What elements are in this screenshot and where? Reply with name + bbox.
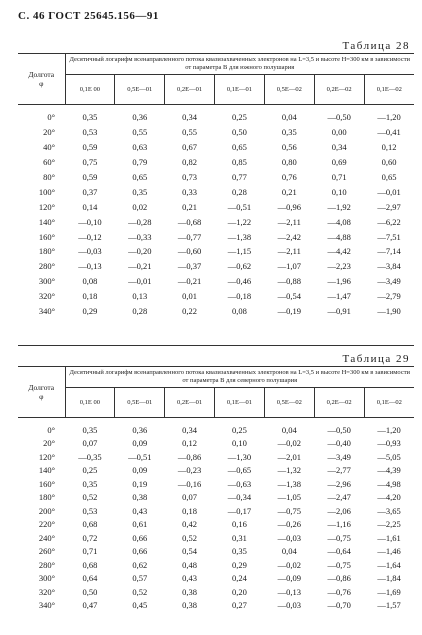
value-cell: —1,96 — [327, 276, 351, 287]
longitude-cell: 120° — [38, 451, 55, 462]
value-cell: —1,47 — [327, 291, 351, 302]
value-cell: —0,75 — [327, 532, 351, 543]
value-cell: 0,09 — [132, 465, 148, 476]
value-cell: 0,28 — [132, 306, 148, 317]
value-cell: 0,56 — [281, 142, 297, 153]
longitude-cell: 40° — [43, 142, 55, 153]
value-cell: 0,65 — [381, 172, 397, 182]
table-row — [18, 214, 414, 229]
value-cell: —0,41 — [377, 127, 401, 138]
value-cell: 0,34 — [331, 142, 347, 153]
longitude-cell: 140° — [38, 216, 55, 227]
value-cell: —0,70 — [327, 600, 351, 611]
value-cell: —0,03 — [277, 600, 301, 611]
table-row — [18, 450, 414, 464]
value-cell: —0,33 — [128, 231, 152, 242]
value-cell: —1,38 — [277, 478, 301, 489]
table-row — [18, 585, 414, 599]
value-cell: —0,13 — [277, 586, 301, 597]
value-cell: —0,13 — [78, 261, 102, 272]
longitude-cell: 140° — [38, 465, 55, 476]
table-row — [18, 531, 414, 545]
table-29 — [18, 366, 414, 612]
column-header: 0,1E—02 — [364, 388, 414, 418]
table-row — [18, 110, 414, 125]
value-cell: —0,28 — [128, 216, 152, 227]
value-cell: —0,09 — [277, 573, 301, 584]
page-header: С. 46 ГОСТ 25645.156—91 — [18, 10, 159, 22]
longitude-cell: 300° — [38, 573, 55, 584]
value-cell: 0,68 — [82, 559, 98, 570]
value-cell: —1,20 — [377, 424, 401, 435]
table-28-caption: Десятичный логарифм всенаправленного потока квазизахваченных электронов на L=3,5 и высоте H=300 км в зависимости от параметра B для южного полушария — [65, 54, 414, 75]
value-cell: 0,38 — [132, 492, 148, 503]
value-cell: —0,03 — [78, 246, 102, 257]
longitude-symbol: φ — [39, 392, 44, 401]
value-cell: —0,96 — [277, 201, 301, 212]
value-cell: 0,27 — [232, 600, 247, 611]
longitude-cell: 20° — [43, 438, 55, 449]
value-cell: —2,42 — [277, 231, 301, 242]
longitude-symbol: φ — [39, 79, 44, 88]
longitude-column-header — [18, 367, 65, 418]
value-cell: —2,11 — [277, 246, 301, 257]
column-header: 0,1E 00 — [65, 75, 115, 105]
value-cell: 0,19 — [132, 478, 148, 489]
table-row — [18, 244, 414, 259]
value-cell: 0,25 — [82, 465, 98, 476]
column-header: 0,2E—02 — [314, 388, 364, 418]
value-cell: 0,79 — [132, 157, 148, 168]
value-cell: 0,69 — [331, 157, 347, 168]
longitude-label: Долгота — [28, 383, 55, 392]
value-cell: 0,80 — [281, 157, 297, 168]
value-cell: —4,39 — [377, 465, 401, 476]
value-cell: 0,07 — [182, 492, 198, 503]
column-header: 0,5E—02 — [264, 75, 314, 105]
value-cell: 0,66 — [132, 546, 148, 557]
value-cell: 0,34 — [182, 424, 198, 435]
value-cell: —0,77 — [177, 231, 202, 242]
value-cell: 0,36 — [132, 112, 148, 123]
value-cell: —1,92 — [327, 201, 351, 212]
value-cell: 0,07 — [82, 438, 98, 449]
table-row — [18, 274, 414, 289]
table-row — [18, 504, 414, 518]
value-cell: 0,04 — [281, 424, 297, 435]
value-cell: 0,35 — [281, 127, 297, 138]
value-cell: 0,18 — [182, 505, 198, 516]
longitude-cell: 80° — [43, 172, 55, 182]
value-cell: 0,35 — [132, 186, 148, 197]
column-header: 0,5E—02 — [264, 388, 314, 418]
value-cell: 0,02 — [132, 201, 148, 212]
longitude-cell: 60° — [43, 157, 55, 168]
value-cell: —1,07 — [277, 261, 301, 272]
value-cell: 0,20 — [232, 586, 247, 597]
table-row — [18, 572, 414, 586]
value-cell: 0,01 — [182, 291, 198, 302]
value-cell: —0,76 — [327, 586, 351, 597]
value-cell: 0,04 — [281, 546, 297, 557]
value-cell: 0,35 — [82, 112, 98, 123]
table-row — [18, 199, 414, 214]
value-cell: —1,38 — [227, 231, 252, 242]
longitude-cell: 160° — [38, 231, 55, 242]
value-cell: 0,25 — [232, 424, 247, 435]
value-cell: 0,38 — [182, 586, 198, 597]
value-cell: 0,57 — [132, 573, 148, 584]
value-cell: —1,15 — [227, 246, 252, 257]
value-cell: 0,35 — [82, 478, 98, 489]
table-row — [18, 125, 414, 140]
value-cell: 0,60 — [381, 157, 397, 168]
value-cell: —2,25 — [377, 519, 401, 530]
value-cell: —1,64 — [377, 559, 401, 570]
value-cell: 0,10 — [232, 438, 247, 449]
value-cell: 0,52 — [82, 492, 98, 503]
table-row — [18, 289, 414, 304]
value-cell: 0,24 — [232, 573, 247, 584]
value-cell: —0,51 — [227, 201, 252, 212]
value-cell: 0,37 — [82, 186, 98, 197]
value-cell: —0,34 — [227, 492, 252, 503]
value-cell: 0,53 — [82, 127, 98, 138]
value-cell: 0,62 — [132, 559, 148, 570]
value-cell: 0,21 — [182, 201, 198, 212]
value-cell: —0,60 — [177, 246, 202, 257]
value-cell: 0,28 — [232, 186, 247, 197]
value-cell: —0,65 — [227, 465, 252, 476]
value-cell: —1,69 — [377, 586, 401, 597]
value-cell: —0,75 — [327, 559, 351, 570]
longitude-cell: 180° — [38, 246, 55, 257]
longitude-cell: 200° — [38, 505, 55, 516]
value-cell: 0,00 — [331, 127, 347, 138]
value-cell: —2,47 — [327, 492, 351, 503]
value-cell: 0,85 — [232, 157, 247, 168]
value-cell: 0,16 — [232, 519, 247, 530]
value-cell: —1,32 — [277, 465, 301, 476]
longitude-cell: 160° — [38, 478, 55, 489]
value-cell: 0,08 — [82, 276, 98, 287]
value-cell: 0,63 — [132, 142, 148, 153]
column-header: 0,1E 00 — [65, 388, 115, 418]
value-cell: 0,25 — [232, 112, 247, 123]
longitude-cell: 120° — [38, 201, 55, 212]
column-header: 0,1E—01 — [215, 75, 265, 105]
value-cell: 0,67 — [182, 142, 198, 153]
longitude-cell: 180° — [38, 492, 55, 503]
value-cell: 0,29 — [82, 306, 98, 317]
value-cell: 0,21 — [281, 186, 297, 197]
longitude-label: Долгота — [28, 70, 55, 79]
value-cell: —0,12 — [78, 231, 102, 242]
value-cell: 0,42 — [182, 519, 198, 530]
value-cell: —4,08 — [327, 216, 351, 227]
longitude-cell: 280° — [38, 261, 55, 272]
table-29-title: Таблица 29 — [342, 353, 410, 365]
value-cell: 0,52 — [132, 586, 148, 597]
value-cell: —1,20 — [377, 112, 401, 123]
value-cell: —7,51 — [377, 231, 401, 242]
value-cell: —1,57 — [377, 600, 401, 611]
value-cell: —0,26 — [277, 519, 301, 530]
value-cell: 0,35 — [82, 424, 98, 435]
table-row — [18, 477, 414, 491]
value-cell: 0,82 — [182, 157, 198, 168]
value-cell: 0,59 — [82, 172, 98, 182]
value-cell: 0,08 — [232, 306, 247, 317]
value-cell: 0,53 — [82, 505, 98, 516]
longitude-cell: 220° — [38, 519, 55, 530]
table-row — [18, 170, 414, 185]
value-cell: 0,55 — [132, 127, 148, 138]
longitude-cell: 0° — [47, 112, 55, 123]
value-cell: —0,02 — [277, 438, 301, 449]
value-cell: 0,13 — [132, 291, 148, 302]
value-cell: 0,59 — [82, 142, 98, 153]
column-header: 0,1E—02 — [364, 75, 414, 105]
value-cell: 0,61 — [132, 519, 148, 530]
value-cell: —0,03 — [277, 532, 301, 543]
table-row — [18, 464, 414, 478]
longitude-cell: 260° — [38, 546, 55, 557]
value-cell: —2,01 — [277, 451, 301, 462]
value-cell: 0,31 — [232, 532, 247, 543]
value-cell: —1,61 — [377, 532, 401, 543]
value-cell: 0,10 — [331, 186, 347, 197]
value-cell: 0,14 — [82, 201, 98, 212]
value-cell: —0,51 — [128, 451, 152, 462]
value-cell: —0,16 — [177, 478, 202, 489]
value-cell: —0,91 — [327, 306, 351, 317]
longitude-cell: 320° — [38, 291, 55, 302]
table-28-bottom-rule — [18, 345, 414, 346]
longitude-cell: 280° — [38, 559, 55, 570]
value-cell: —0,54 — [277, 291, 301, 302]
longitude-column-header — [18, 54, 65, 105]
value-cell: —0,01 — [128, 276, 152, 287]
value-cell: 0,50 — [232, 127, 247, 138]
value-cell: —0,50 — [327, 112, 351, 123]
column-header: 0,2E—01 — [165, 75, 215, 105]
value-cell: 0,33 — [182, 186, 198, 197]
value-cell: 0,77 — [232, 172, 247, 182]
table-row — [18, 184, 414, 199]
column-header: 0,5E—01 — [115, 388, 165, 418]
value-cell: —1,22 — [227, 216, 252, 227]
table-row — [18, 437, 414, 451]
value-cell: 0,12 — [381, 142, 397, 153]
value-cell: —2,06 — [327, 505, 351, 516]
value-cell: 0,75 — [82, 157, 98, 168]
column-header: 0,2E—01 — [165, 388, 215, 418]
table-28 — [18, 53, 414, 318]
value-cell: —2,77 — [327, 465, 351, 476]
table-row — [18, 140, 414, 155]
value-cell: —0,37 — [177, 261, 202, 272]
table-29-caption: Десятичный логарифм всенаправленного потока квазизахваченных электронов на L=3,5 и высоте H=300 км в зависимости от параметра B для северного полушария — [65, 367, 414, 388]
value-cell: 0,45 — [132, 600, 148, 611]
value-cell: 0,34 — [182, 112, 198, 123]
value-cell: —0,86 — [177, 451, 202, 462]
value-cell: —1,16 — [327, 519, 351, 530]
value-cell: —0,02 — [277, 559, 301, 570]
value-cell: —2,96 — [327, 478, 351, 489]
value-cell: —1,30 — [227, 451, 252, 462]
value-cell: —4,20 — [377, 492, 401, 503]
value-cell: —0,17 — [227, 505, 252, 516]
value-cell: —3,49 — [377, 276, 401, 287]
longitude-cell: 300° — [38, 276, 55, 287]
value-cell: —1,05 — [277, 492, 301, 503]
table-row — [18, 304, 414, 319]
value-cell: 0,48 — [182, 559, 198, 570]
value-cell: 0,52 — [182, 532, 198, 543]
value-cell: —4,98 — [377, 478, 401, 489]
value-cell: 0,71 — [82, 546, 98, 557]
value-cell: —0,64 — [327, 546, 351, 557]
longitude-cell: 240° — [38, 532, 55, 543]
value-cell: 0,71 — [331, 172, 347, 182]
value-cell: 0,18 — [82, 291, 98, 302]
value-cell: —4,88 — [327, 231, 351, 242]
value-cell: 0,47 — [82, 600, 98, 611]
value-cell: —0,63 — [227, 478, 252, 489]
value-cell: —0,75 — [277, 505, 301, 516]
value-cell: —7,14 — [377, 246, 401, 257]
value-cell: —0,21 — [128, 261, 152, 272]
value-cell: 0,43 — [132, 505, 148, 516]
value-cell: —6,22 — [377, 216, 401, 227]
column-header: 0,5E—01 — [115, 75, 165, 105]
value-cell: 0,12 — [182, 438, 198, 449]
value-cell: 0,55 — [182, 127, 198, 138]
value-cell: 0,43 — [182, 573, 198, 584]
table-row — [18, 491, 414, 505]
value-cell: —0,23 — [177, 465, 202, 476]
longitude-cell: 0° — [47, 424, 55, 435]
table-row — [18, 599, 414, 613]
value-cell: 0,38 — [182, 600, 198, 611]
value-cell: —3,49 — [327, 451, 351, 462]
value-cell: —0,20 — [128, 246, 152, 257]
value-cell: 0,29 — [232, 559, 247, 570]
column-header: 0,2E—02 — [314, 75, 364, 105]
value-cell: —0,50 — [327, 424, 351, 435]
value-cell: —2,11 — [277, 216, 301, 227]
value-cell: —0,46 — [227, 276, 252, 287]
value-cell: 0,73 — [182, 172, 198, 182]
value-cell: —1,84 — [377, 573, 401, 584]
table-row — [18, 518, 414, 532]
value-cell: —2,79 — [377, 291, 401, 302]
value-cell: —0,35 — [78, 451, 102, 462]
value-cell: —1,90 — [377, 306, 401, 317]
value-cell: —3,84 — [377, 261, 401, 272]
table-row — [18, 259, 414, 274]
value-cell: —0,10 — [78, 216, 102, 227]
value-cell: —2,97 — [377, 201, 401, 212]
value-cell: 0,54 — [182, 546, 198, 557]
column-header: 0,1E—01 — [215, 388, 265, 418]
value-cell: —4,42 — [327, 246, 351, 257]
value-cell: —2,23 — [327, 261, 351, 272]
value-cell: —0,21 — [177, 276, 202, 287]
value-cell: —1,46 — [377, 546, 401, 557]
value-cell: 0,50 — [82, 586, 98, 597]
value-cell: —3,65 — [377, 505, 401, 516]
value-cell: 0,66 — [132, 532, 148, 543]
value-cell: —0,86 — [327, 573, 351, 584]
value-cell: —0,93 — [377, 438, 401, 449]
table-row — [18, 545, 414, 559]
value-cell: 0,68 — [82, 519, 98, 530]
value-cell: 0,64 — [82, 573, 98, 584]
value-cell: 0,22 — [182, 306, 198, 317]
value-cell: —0,62 — [227, 261, 252, 272]
value-cell: —0,01 — [377, 186, 401, 197]
longitude-cell: 320° — [38, 586, 55, 597]
value-cell: —0,19 — [277, 306, 301, 317]
longitude-cell: 20° — [43, 127, 55, 138]
table-row — [18, 423, 414, 437]
value-cell: 0,65 — [232, 142, 247, 153]
value-cell: 0,09 — [132, 438, 148, 449]
value-cell: —0,40 — [327, 438, 351, 449]
longitude-cell: 340° — [38, 600, 55, 611]
table-row — [18, 229, 414, 244]
value-cell: 0,04 — [281, 112, 297, 123]
table-28-title: Таблица 28 — [342, 40, 410, 52]
value-cell: —0,68 — [177, 216, 202, 227]
table-row — [18, 558, 414, 572]
table-row — [18, 155, 414, 170]
value-cell: —5,05 — [377, 451, 401, 462]
value-cell: 0,36 — [132, 424, 148, 435]
value-cell: —0,88 — [277, 276, 301, 287]
value-cell: —0,18 — [227, 291, 252, 302]
value-cell: 0,65 — [132, 172, 148, 182]
longitude-cell: 340° — [38, 306, 55, 317]
value-cell: 0,76 — [281, 172, 297, 182]
longitude-cell: 100° — [38, 186, 55, 197]
value-cell: 0,72 — [82, 532, 98, 543]
value-cell: 0,35 — [232, 546, 247, 557]
